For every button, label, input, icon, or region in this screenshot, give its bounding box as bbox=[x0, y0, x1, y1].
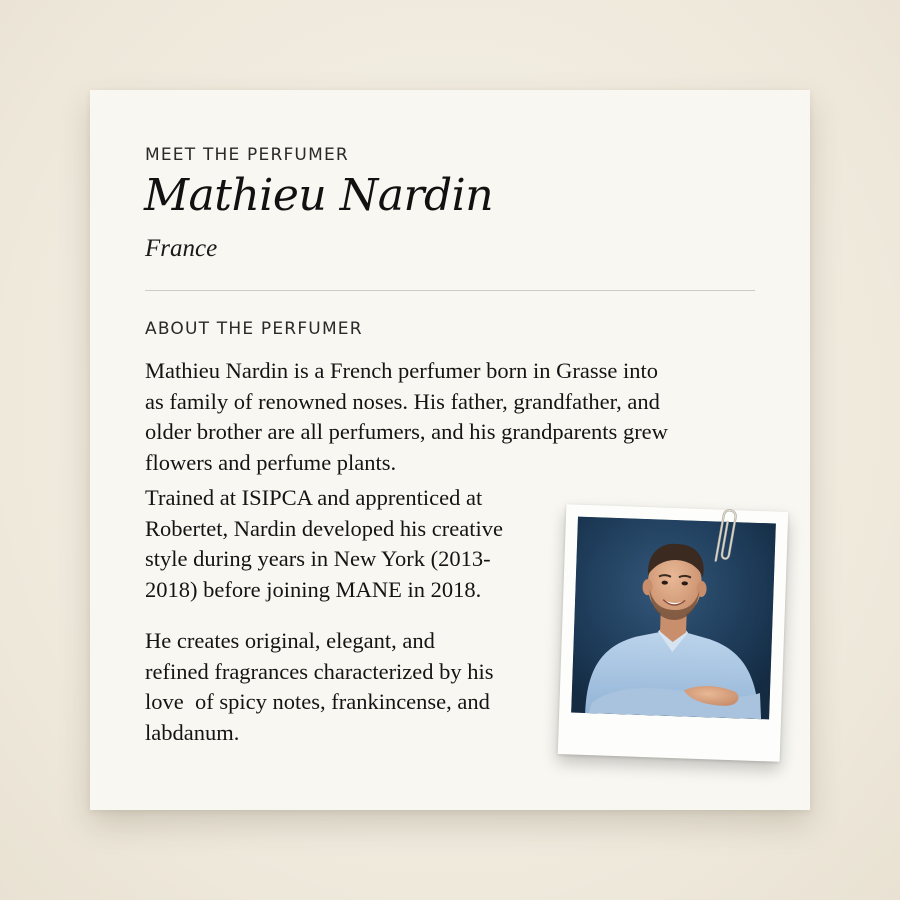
perfumer-portrait bbox=[571, 517, 776, 720]
about-heading: ABOUT THE PERFUMER bbox=[145, 319, 363, 339]
section-eyebrow: MEET THE PERFUMER bbox=[145, 145, 349, 165]
bio-line: refined fragrances characterized by his bbox=[145, 658, 494, 684]
bio-line: as family of renowned noses. His father, grandfather, and bbox=[145, 388, 660, 414]
bio-paragraph-2 bbox=[145, 483, 503, 605]
bio-line: labdanum. bbox=[145, 719, 240, 745]
portrait-illustration bbox=[571, 517, 776, 720]
bio-line: flowers and perfume plants. bbox=[145, 449, 397, 475]
polaroid-photo-frame bbox=[558, 504, 789, 762]
perfumer-card bbox=[90, 90, 810, 810]
bio-line: older brother are all perfumers, and his grandparents grew bbox=[145, 419, 668, 444]
bio-line: Mathieu Nardin is a French perfumer born in Grasse into bbox=[145, 358, 658, 383]
bio-line: love of spicy notes, frankincense, and bbox=[145, 689, 490, 714]
bio-paragraph-1 bbox=[145, 356, 668, 478]
perfumer-name: Mathieu Nardin bbox=[144, 170, 494, 221]
bio-line: 2018) before joining MANE in 2018. bbox=[145, 576, 482, 602]
bio-paragraph-3 bbox=[145, 626, 494, 748]
bio-line: Robertet, Nardin developed his creative bbox=[145, 515, 503, 541]
divider bbox=[145, 290, 755, 291]
perfumer-country: France bbox=[145, 235, 218, 262]
bio-line: Trained at ISIPCA and apprenticed at bbox=[145, 485, 483, 510]
bio-line: style during years in New York (2013- bbox=[145, 546, 491, 571]
bio-line: He creates original, elegant, and bbox=[145, 628, 435, 653]
